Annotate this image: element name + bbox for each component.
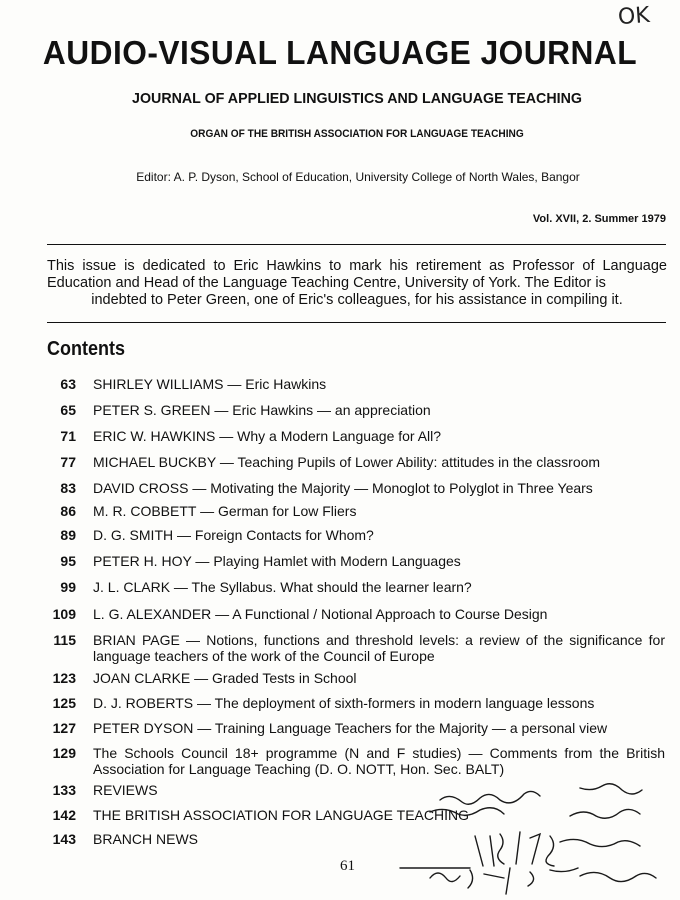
library-stamp-scribble [380, 780, 670, 900]
toc-page-number: 142 [52, 807, 76, 823]
toc-page-number: 125 [52, 695, 76, 711]
toc-entry-text: M. R. COBBETT — German for Low Fliers [93, 503, 357, 519]
toc-entry-text: ERIC W. HAWKINS — Why a Modern Language for All? [93, 428, 442, 444]
toc-page-number: 95 [60, 553, 76, 569]
volume-issue: Vol. XVII, 2. Summer 1979 [532, 213, 666, 225]
toc-entry-text: PETER H. HOY — Playing Hamlet with Modern Languages [93, 553, 461, 569]
toc-page-number: 86 [60, 503, 76, 519]
toc-entry-text: D. J. ROBERTS — The deployment of sixth-formers in modern language lessons [93, 695, 595, 711]
organ-line: ORGAN OF THE BRITISH ASSOCIATION FOR LANGUAGE TEACHING [190, 128, 524, 140]
toc-page-number: 115 [53, 632, 76, 648]
editor-line: Editor: A. P. Dyson, School of Education, University College of North Wales, Bangor [136, 170, 580, 184]
toc-page-number: 129 [52, 745, 76, 761]
toc-page-number: 127 [52, 720, 76, 736]
toc-page-number: 71 [60, 428, 76, 444]
toc-entry-text: J. L. CLARK — The Syllabus. What should the learner learn? [93, 579, 472, 595]
dedication-paragraph [47, 258, 667, 309]
toc-entry-text: BRIAN PAGE — Notions, functions and threshold levels: a review of the significance for language teachers of the work of the Council of Europe [93, 632, 665, 664]
toc-page-number: 109 [52, 606, 76, 622]
toc-entry-text: L. G. ALEXANDER — A Functional / Notional Approach to Course Design [93, 606, 548, 622]
toc-page-number: 77 [60, 454, 76, 470]
toc-entry-text: BRANCH NEWS [93, 831, 199, 847]
toc-page-number: 83 [60, 480, 76, 496]
toc-entry-text: REVIEWS [93, 782, 158, 798]
toc-entry-text: JOAN CLARKE — Graded Tests in School [93, 670, 357, 686]
journal-subtitle: JOURNAL OF APPLIED LINGUISTICS AND LANGUAGE TEACHING [132, 90, 582, 107]
toc-page-number: 143 [52, 831, 76, 847]
toc-entry-text: DAVID CROSS — Motivating the Majority — Monoglot to Polyglot in Three Years [93, 480, 593, 496]
toc-entry-text: PETER DYSON — Training Language Teachers for the Majority — a personal view [93, 720, 608, 736]
page-number: 61 [340, 858, 355, 874]
dedication-main: This issue is dedicated to Eric Hawkins to mark his retirement as Professor of Language Education and Head of the Language Teaching Centre, University of York. The Editor is [47, 258, 667, 291]
journal-title: AUDIO-VISUAL LANGUAGE JOURNAL [42, 34, 638, 71]
toc-page-number: 133 [52, 782, 76, 798]
toc-entry-text: The Schools Council 18+ programme (N and F studies) — Comments from the British Association for Language Teaching (D. O. NOTT, Hon. Sec. BALT) [93, 745, 665, 777]
toc-entry-text: PETER S. GREEN — Eric Hawkins — an appreciation [93, 402, 431, 418]
toc-entry-text: MICHAEL BUCKBY — Teaching Pupils of Lower Ability: attitudes in the classroom [93, 454, 601, 470]
top-rule [47, 244, 666, 245]
toc-page-number: 65 [60, 402, 76, 418]
toc-page-number: 63 [60, 376, 76, 392]
toc-entry-text: THE BRITISH ASSOCIATION FOR LANGUAGE TEACHING [93, 807, 469, 823]
toc-page-number: 123 [52, 670, 76, 686]
toc-entry-text: D. G. SMITH — Foreign Contacts for Whom? [93, 527, 374, 543]
toc-page-number: 99 [60, 579, 76, 595]
bottom-rule [47, 322, 666, 323]
contents-heading: Contents [47, 338, 126, 360]
handwritten-ok-mark: OK [617, 2, 651, 31]
dedication-last-line: indebted to Peter Green, one of Eric's colleagues, for his assistance in compiling it. [91, 292, 623, 308]
toc-page-number: 89 [60, 527, 76, 543]
toc-entry-text: SHIRLEY WILLIAMS — Eric Hawkins [93, 376, 327, 392]
